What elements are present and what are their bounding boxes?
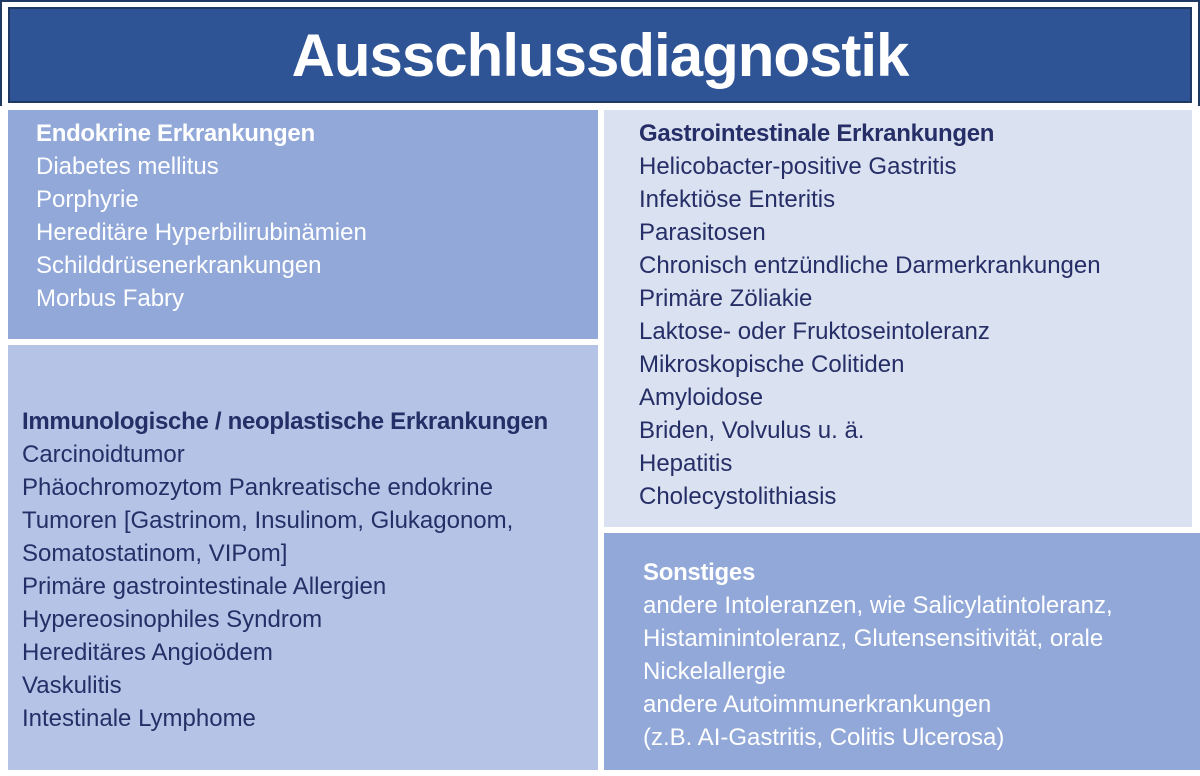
panel-item-list: [22, 438, 562, 735]
list-item: Hereditäres Angioödem: [22, 639, 273, 666]
panel-item-list: [643, 589, 1173, 754]
list-item: Laktose- oder Fruktoseintoleranz: [639, 318, 990, 345]
list-item: Mikroskopische Colitiden: [639, 351, 905, 378]
list-item: Vaskulitis: [22, 672, 122, 699]
list-item: Phäochromozytom Pankreatische endokrine Tumoren [Gastrinom, Insulinom, Glukagonom, Somatostatinom, VIPom]: [22, 474, 514, 567]
page-top-border: [0, 0, 1200, 2]
panel-sonstiges: [604, 533, 1200, 770]
list-item: Carcinoidtumor: [22, 441, 185, 468]
list-item: Hepatitis: [639, 450, 733, 477]
page-left-border: [0, 0, 2, 106]
list-item: Hereditäre Hyperbilirubinämien: [36, 219, 367, 246]
list-item: Parasitosen: [639, 219, 766, 246]
panel-immunologische-neoplastische-erkrankungen: [8, 345, 598, 770]
list-item: Chronisch entzündliche Darmerkrankungen: [639, 252, 1101, 279]
list-item: andere Autoimmunerkrankungen: [643, 691, 992, 718]
list-item: Primäre Zöliakie: [639, 285, 813, 312]
list-item: Schilddrüsenerkrankungen: [36, 252, 322, 279]
list-item: Porphyrie: [36, 186, 139, 213]
list-item: Amyloidose: [639, 384, 764, 411]
list-item: andere Intoleranzen, wie Salicylatintoleranz, Histaminintoleranz, Glutensensitivität, orale Nickelallergie: [643, 592, 1113, 685]
list-item: Hypereosinophiles Syndrom: [22, 606, 323, 633]
list-item: Morbus Fabry: [36, 285, 185, 312]
panel-gastrointestinale-erkrankungen: [604, 110, 1192, 527]
list-item: Primäre gastrointestinale Allergien: [22, 573, 387, 600]
panel-item-list: [36, 150, 578, 315]
title-banner: [8, 7, 1192, 103]
list-item: Diabetes mellitus: [36, 153, 219, 180]
list-item: (z.B. AI-Gastritis, Colitis Ulcerosa): [643, 724, 1005, 751]
panel-heading: Immunologische / neoplastische Erkrankungen: [22, 408, 548, 435]
panel-endokrine-erkrankungen: [8, 110, 598, 339]
list-item: Intestinale Lymphome: [22, 705, 256, 732]
list-item: Cholecystolithiasis: [639, 483, 837, 510]
page-title: Ausschlussdiagnostik: [291, 21, 909, 89]
panel-heading: Sonstiges: [643, 559, 755, 586]
panel-heading: Endokrine Erkrankungen: [36, 120, 315, 147]
panel-heading: Gastrointestinale Erkrankungen: [639, 120, 995, 147]
list-item: Helicobacter-positive Gastritis: [639, 153, 957, 180]
list-item: Infektiöse Enteritis: [639, 186, 836, 213]
list-item: Briden, Volvulus u. ä.: [639, 417, 865, 444]
panel-item-list: [639, 150, 1182, 513]
